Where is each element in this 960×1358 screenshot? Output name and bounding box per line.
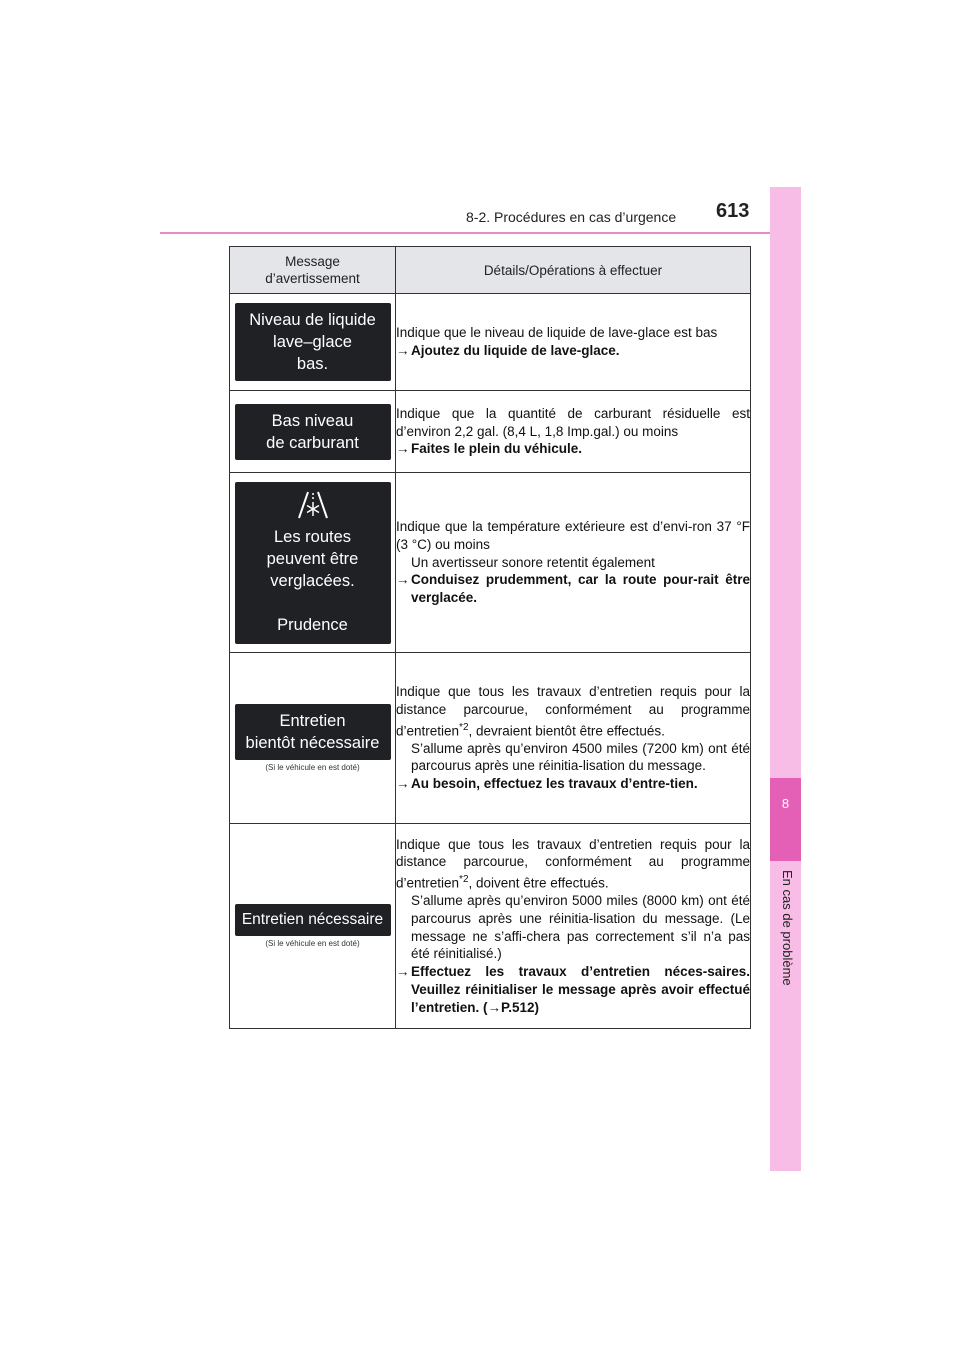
table-header-row xyxy=(230,247,751,294)
chapter-number-tab xyxy=(770,778,801,861)
display-line: Entretien nécessaire xyxy=(241,911,384,928)
table-row xyxy=(230,473,751,653)
description-text: Indique que le niveau de liquide de lave-glace est bas xyxy=(396,325,718,341)
arrow-icon: → xyxy=(396,441,410,457)
arrow-icon: → xyxy=(396,572,410,588)
table-row xyxy=(230,391,751,473)
details-cell xyxy=(396,294,751,391)
display-line: lave–glace xyxy=(273,333,352,351)
display-line: bientôt nécessaire xyxy=(245,734,380,752)
warning-display xyxy=(235,482,391,644)
arrow-icon: → xyxy=(396,776,410,792)
message-display-cell xyxy=(230,653,396,824)
display-line: Les routes xyxy=(273,527,352,546)
warning-display xyxy=(235,404,391,460)
section-title: 8-2. Procédures en cas d’urgence xyxy=(466,209,677,225)
action-text: Ajoutez du liquide de lave-glace. xyxy=(411,343,620,358)
table-row xyxy=(230,294,751,391)
description-text: Indique que la quantité de carburant résiduelle est d’environ 2,2 gal. (8,4 L, 1,8 Imp.gal.) ou moins xyxy=(396,405,750,439)
description-text: Indique que la température extérieure est d’envi-ron 37 °F (3 °C) ou moins xyxy=(396,519,750,552)
description-text xyxy=(396,683,750,740)
display-line: bas. xyxy=(296,355,329,373)
table-row xyxy=(230,824,751,1029)
page-number: 613 xyxy=(716,200,750,222)
footnote-marker: *2 xyxy=(459,874,469,886)
display-line xyxy=(235,592,391,614)
display-line: verglacées. xyxy=(270,571,355,590)
message-display-cell xyxy=(230,824,396,1029)
arrow-icon: → xyxy=(396,343,410,358)
warning-display xyxy=(235,704,391,760)
footnote-marker: *2 xyxy=(459,721,469,733)
display-line: Prudence xyxy=(277,615,348,634)
note-text: S’allume après qu’environ 4500 miles (7200 km) ont été parcourus après une réinitia-lisation du message. xyxy=(411,740,750,774)
chapter-side-tab xyxy=(770,187,801,1171)
details-cell xyxy=(396,653,751,824)
description-part: Indique que tous les travaux d’entretien requis pour la distance parcourue, conformément au programme d’entretien xyxy=(396,684,750,739)
table-row xyxy=(230,653,751,824)
header-rule xyxy=(160,232,801,234)
action-text: Faites le plein du véhicule. xyxy=(411,441,583,457)
action-line xyxy=(396,342,750,360)
action-line xyxy=(396,775,750,793)
arrow-icon: → xyxy=(396,964,410,980)
details-cell xyxy=(396,473,751,653)
message-display-cell xyxy=(230,473,396,653)
details-cell xyxy=(396,391,751,473)
display-line: de carburant xyxy=(266,433,359,452)
description-part: , doivent être effectués. xyxy=(468,875,609,891)
action-text: Effectuez les travaux d’entretien néces-saires. Veuillez réinitialiser le message après avoir effectué l’entretien. (→P.512) xyxy=(411,964,750,1015)
action-text: Au besoin, effectuez les travaux d’entre-tien. xyxy=(411,776,698,792)
action-text: Conduisez prudemment, car la route pour-rait être verglacée. xyxy=(411,572,750,606)
action-line xyxy=(396,571,750,606)
message-display-cell xyxy=(230,391,396,473)
optional-equipment-note: (Si le véhicule en est doté) xyxy=(265,939,360,948)
warning-display xyxy=(235,303,391,381)
action-line xyxy=(396,440,750,458)
chapter-number: 8 xyxy=(781,796,790,811)
details-cell xyxy=(396,824,751,1029)
description-part: Indique que tous les travaux d’entretien requis pour la distance parcourue, conformément au programme d’entretien xyxy=(396,836,750,891)
chapter-title: En cas de problème xyxy=(780,870,795,986)
icy-road-icon xyxy=(296,490,330,520)
display-line: Entretien xyxy=(279,712,346,730)
description-text xyxy=(396,836,750,893)
display-line: Niveau de liquide xyxy=(249,311,376,329)
display-line: peuvent être xyxy=(266,549,359,568)
description-part: , devraient bientôt être effectués. xyxy=(468,723,665,739)
column-header-message: Message d’avertissement xyxy=(230,247,396,294)
note-text: S’allume après qu’environ 5000 miles (8000 km) ont été parcourus après une réinitia-lisation du message. (Le message ne s’affi-chera pas correctement s’il n’a pas été réinitialisé.) xyxy=(411,893,750,962)
action-line xyxy=(396,963,750,1016)
warning-message-table xyxy=(229,246,751,1029)
column-header-details: Détails/Opérations à effectuer xyxy=(396,247,751,294)
optional-equipment-note: (Si le véhicule en est doté) xyxy=(265,763,360,772)
display-line: Bas niveau xyxy=(271,411,354,430)
message-display-cell xyxy=(230,294,396,391)
note-text: Un avertisseur sonore retentit également xyxy=(411,554,655,570)
warning-display xyxy=(235,904,391,936)
